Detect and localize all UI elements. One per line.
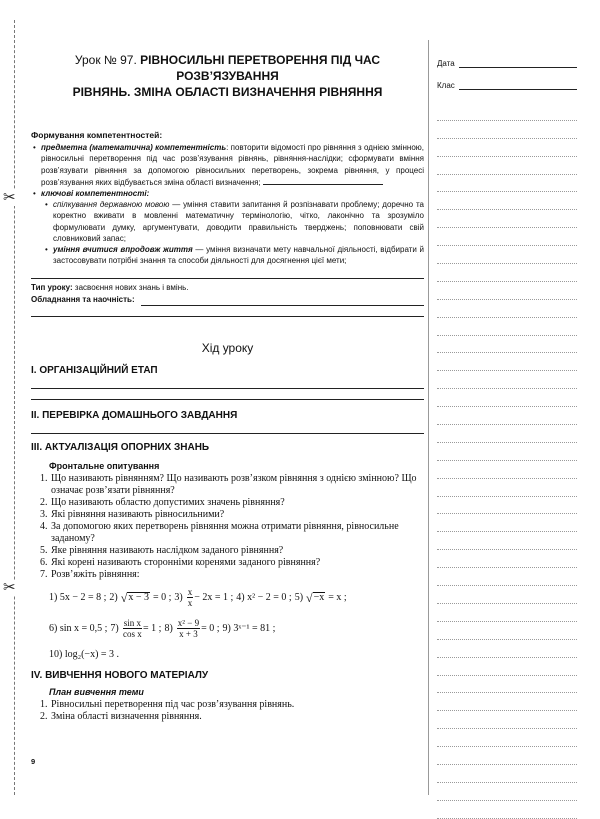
scissors-icon: ✂ [3, 189, 16, 206]
blank-line [31, 268, 424, 279]
list-item: 5. Яке рівняння називають наслідком заданого рівняння? [50, 545, 424, 557]
notes-header [437, 56, 577, 100]
equation-2-rest: = 0 ; [152, 591, 172, 603]
note-line [437, 246, 577, 264]
note-line [437, 568, 577, 586]
equations-row-3 [49, 649, 424, 660]
note-line [437, 693, 577, 711]
equation-5-radicand: −x [313, 591, 325, 603]
equation-6: 6) sin x = 0,5 ; [49, 622, 108, 634]
note-line [437, 300, 577, 318]
lesson-heading-line2: РІВНЯНЬ. ЗМІНА ОБЛАСТІ ВИЗНАЧЕННЯ РІВНЯННЯ [72, 85, 383, 99]
equipment-line [141, 297, 424, 306]
stage-homework: ІІ. ПЕРЕВІРКА ДОМАШНЬОГО ЗАВДАННЯ [31, 409, 238, 421]
equation-3-denominator: x [187, 597, 193, 608]
list-item: 7. Розв’яжіть рівняння: [50, 569, 424, 581]
note-line [437, 318, 577, 336]
blank-line [31, 376, 424, 389]
key-competencies [41, 188, 424, 266]
note-line [437, 711, 577, 729]
note-line [437, 783, 577, 801]
equation-7-rest: = 1 ; [143, 622, 162, 634]
sqrt-expression: √ x − 3 [120, 590, 149, 605]
subject-competence [41, 142, 424, 188]
lesson-title [31, 52, 424, 100]
equipment-field[interactable] [31, 294, 424, 306]
fill-line [263, 176, 383, 185]
list-item: 4. За допомогою яких перетворень рівняння можна отримати рівняння, рівносильне заданому? [50, 521, 424, 545]
fraction [123, 618, 142, 639]
note-line [437, 353, 577, 371]
equation-9: 9) 3ˣ⁻¹ = 81 ; [222, 622, 276, 634]
page-number: 9 [31, 757, 36, 766]
note-line [437, 676, 577, 694]
note-line [437, 550, 577, 568]
equation-10: 10) log₂(−x) = 3 . [49, 648, 120, 660]
note-line [437, 532, 577, 550]
date-line [459, 59, 577, 68]
stage-actualization: ІІІ. АКТУАЛІЗАЦІЯ ОПОРНИХ ЗНАНЬ [31, 441, 210, 453]
competencies-heading: Формування компетентностей: [31, 130, 163, 140]
question-list [31, 473, 424, 581]
equation-5-label: 5) [294, 591, 304, 603]
equation-3-label: 3) [174, 591, 183, 603]
lesson-content [31, 52, 424, 723]
note-line [437, 461, 577, 479]
note-line [437, 765, 577, 783]
notes-lines[interactable] [437, 103, 577, 793]
equation-4: 4) x² − 2 = 0 ; [236, 591, 292, 603]
equations-row-1 [49, 587, 424, 608]
note-line [437, 604, 577, 622]
blank-line [31, 306, 424, 317]
list-item: 2. Що називають областю допустимих значень рівняння? [50, 497, 424, 509]
equation-7-denominator: cos x [123, 628, 142, 639]
key-competencies-colon: : [146, 189, 150, 199]
note-line [437, 407, 577, 425]
equation-3-numerator: x [187, 586, 193, 597]
class-line [459, 81, 577, 90]
note-line [437, 622, 577, 640]
learning-label: уміння вчитися впродовж життя [53, 245, 193, 255]
list-item: 2. Зміна області визначення рівняння. [50, 711, 424, 723]
note-line [437, 371, 577, 389]
cut-line [14, 20, 15, 795]
note-line [437, 443, 577, 461]
list-item: 6. Які корені називають сторонніми коренями заданого рівняння? [50, 557, 424, 569]
communication-label: спілкування державною мовою [53, 200, 170, 210]
note-line [437, 264, 577, 282]
equation-8-rest: = 0 ; [201, 622, 220, 634]
list-item: 1. Що називають рівнянням? Що називають розв’язком рівняння з однією змінною? Що означає розв’язати рівняння? [50, 473, 424, 497]
stage-new-material: IV. ВИВЧЕННЯ НОВОГО МАТЕРІАЛУ [31, 669, 209, 681]
note-line [437, 282, 577, 300]
note-line [437, 336, 577, 354]
note-line [437, 801, 577, 819]
note-line [437, 747, 577, 765]
list-item: 3. Які рівняння називають рівносильними? [50, 509, 424, 521]
lesson-heading-line1: РІВНОСИЛЬНІ ПЕРЕТВОРЕННЯ ПІД ЧАС РОЗВ’ЯЗУВАННЯ [140, 53, 381, 83]
list-item: 1. Рівносильні перетворення під час розв’язування рівнянь. [50, 699, 424, 711]
equipment-label: Обладнання та наочність: [31, 295, 135, 305]
equation-1: 1) 5x − 2 = 8 ; [49, 591, 107, 603]
course-heading: Хід уроку [201, 340, 254, 355]
equation-8-numerator: x² − 9 [177, 617, 200, 628]
date-field[interactable] [437, 56, 577, 68]
lesson-type-value: засвоєння нових знань і вмінь. [72, 283, 189, 293]
communication-text: — уміння ставити запитання й розпізнавати проблему; доречно та коректно вживати в мовленні математичну термінологію, чітко, лаконічно та зрозуміло формулювати думку, аргументувати, доводити правильність тверджень; поповнювати свій словниковий запас; [53, 200, 424, 243]
note-line [437, 157, 577, 175]
fraction [187, 587, 194, 608]
frontal-heading: Фронтальне опитування [49, 460, 160, 471]
note-line [437, 210, 577, 228]
subject-competence-label: предметна (математична) компетентність [41, 143, 227, 153]
lesson-number: Урок № 97. [74, 53, 137, 67]
sqrt-expression: √ −x [306, 590, 325, 605]
note-line [437, 640, 577, 658]
equation-2-label: 2) [109, 591, 118, 603]
note-line [437, 228, 577, 246]
blank-line [31, 389, 424, 400]
learning-text: — уміння визначати мету навчальної діяльності, відбирати й застосовувати потрібні знання та способи діяльності для досягнення цієї мети; [53, 245, 424, 266]
learning-competence [53, 244, 424, 266]
note-line [437, 479, 577, 497]
equation-7-label: 7) [110, 622, 119, 634]
scissors-icon: ✂ [3, 579, 16, 596]
note-line [437, 121, 577, 139]
date-label: Дата [437, 59, 455, 68]
note-line [437, 497, 577, 515]
competencies-section [31, 130, 424, 317]
equation-2-radicand: x − 3 [128, 591, 149, 603]
equation-8-label: 8) [164, 622, 173, 634]
note-line [437, 425, 577, 443]
lesson-type-label: Тип уроку: [31, 283, 73, 293]
stage-organizational: І. ОРГАНІЗАЦІЙНИЙ ЕТАП [31, 364, 158, 376]
plan-list [31, 699, 424, 723]
note-line [437, 658, 577, 676]
note-line [437, 192, 577, 210]
column-divider [428, 40, 429, 795]
equation-3-rest: − 2x = 1 ; [194, 591, 234, 603]
equation-7-numerator: sin x [123, 617, 142, 628]
note-line [437, 586, 577, 604]
blank-line [31, 421, 424, 434]
communication-competence [53, 199, 424, 244]
equation-8-denominator: x + 3 [179, 628, 198, 639]
note-line [437, 389, 577, 407]
plan-heading: План вивчення теми [49, 686, 144, 697]
class-label: Клас [437, 81, 455, 90]
fraction [177, 618, 200, 639]
equations-row-2 [49, 618, 424, 639]
class-field[interactable] [437, 78, 577, 90]
note-line [437, 139, 577, 157]
note-line [437, 103, 577, 121]
subject-competence-text: : повторити відомості про рівняння з однією змінною, рівносильні перетворення під час розв’язування рівнянь, рівняння-наслідки; сформувати вміння розв’язувати рівняння за допомогою рівносильних перетворень, зокрема рівняння, у процесі розв’язування яких відбувається зміна області визначення; [41, 143, 425, 187]
note-line [437, 729, 577, 747]
lesson-type [31, 282, 424, 293]
key-competencies-label: ключові компетентності [41, 189, 147, 199]
note-line [437, 175, 577, 193]
equation-5-rest: = x ; [328, 591, 347, 603]
note-line [437, 514, 577, 532]
